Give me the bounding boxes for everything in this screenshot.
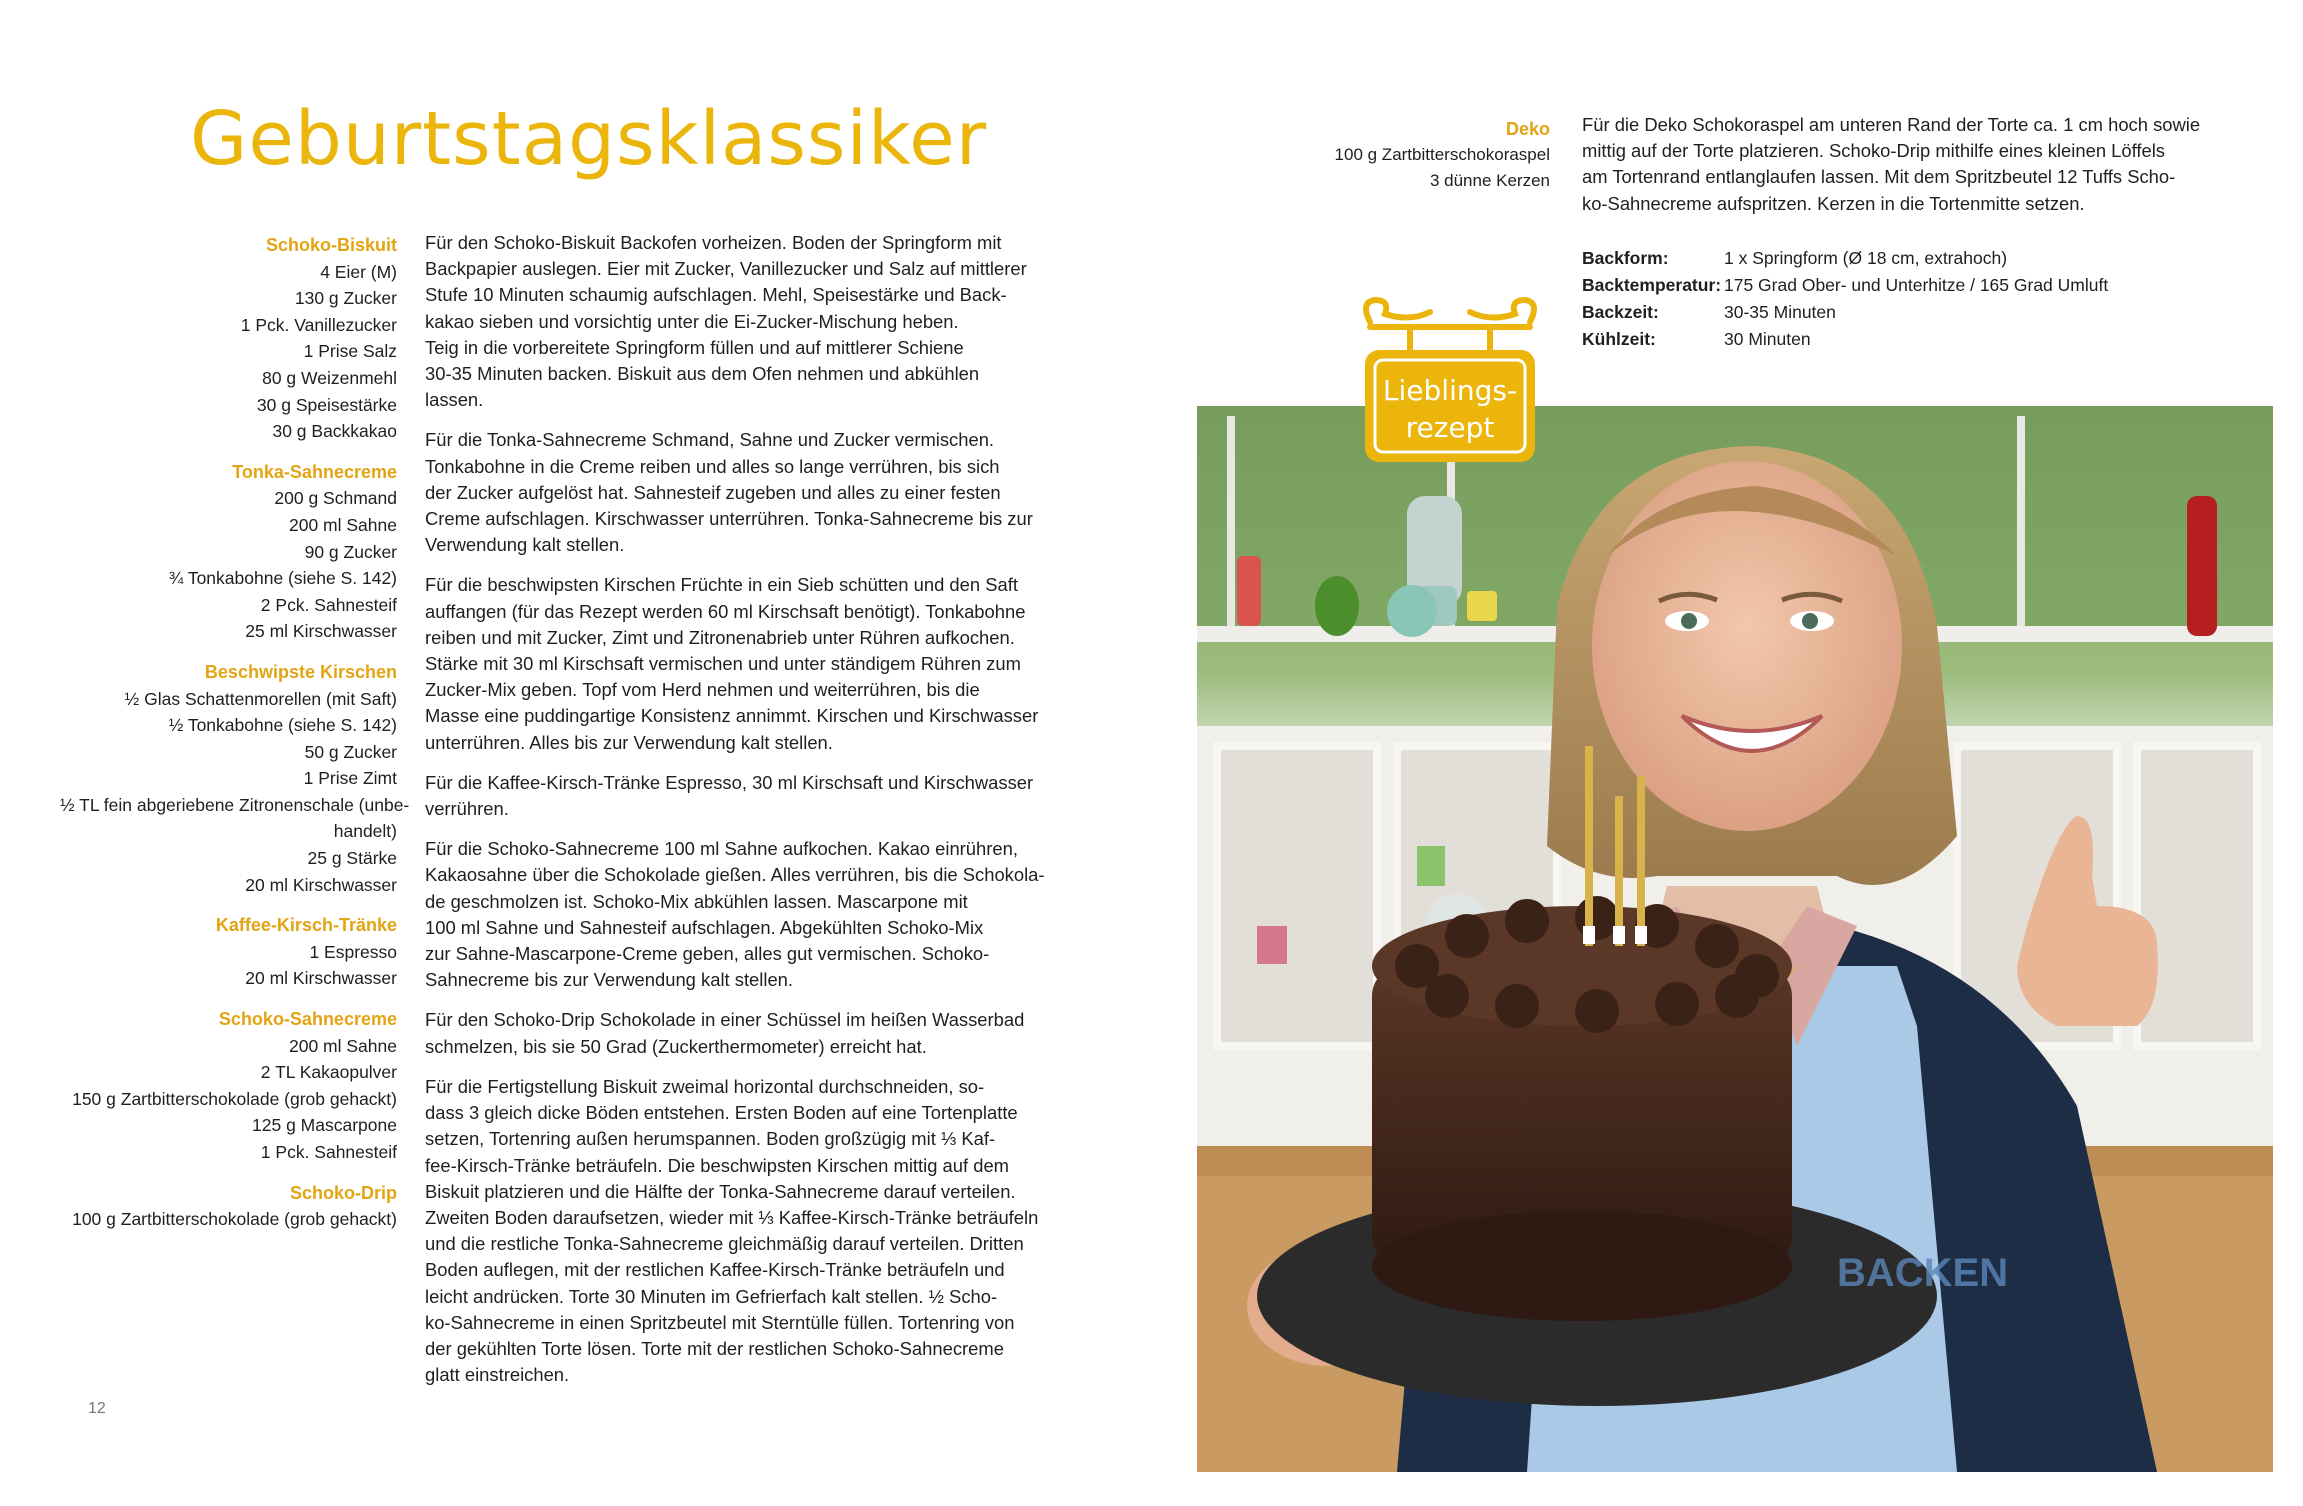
ingredient-item: 1 Prise Zimt xyxy=(303,768,397,789)
ingredient-item: ½ Tonkabohne (siehe S. 142) xyxy=(168,715,397,736)
baking-info-label: Backtemperatur: xyxy=(1582,275,1722,295)
ingredient-item: handelt) xyxy=(333,821,397,842)
ingredient-item: 130 g Zucker xyxy=(294,288,397,309)
ingredient-group-heading: Tonka-Sahnecreme xyxy=(232,461,397,482)
baking-info-value: 30-35 Minuten xyxy=(1724,302,1836,322)
favorite-recipe-badge xyxy=(1350,292,1550,467)
baking-info-label: Kühlzeit: xyxy=(1582,329,1656,349)
badge-hook-icon xyxy=(1366,300,1534,350)
baking-info-row xyxy=(1582,326,2108,353)
ingredient-group-heading: Schoko-Drip xyxy=(289,1182,397,1203)
ingredient-group-schoko-sahnecreme xyxy=(60,1006,397,1166)
baking-info-table xyxy=(1582,245,2108,353)
instruction-paragraph: Für die Schoko-Sahnecreme 100 ml Sahne aufkochen. Kakao einrühren, Kakaosahne über die Schokolade gießen. Alles verrühren, bis die Schokola- de geschmolzen ist. Schoko-Mix abkühlen lassen. Mascarpone mit 100 ml Sahne und Sahnesteif aufschlagen. Abgekühlten Schoko-Mix zur Sahne-Mascarpone-Creme geben, alles gut vermischen. Schoko- Sahnecreme bis zur Verwendung kalt stellen. xyxy=(425,838,1045,991)
ingredient-item: 200 ml Sahne xyxy=(289,514,397,535)
ingredient-item: 1 Pck. Vanillezucker xyxy=(240,314,397,335)
ingredient-group-beschwipste-kirschen xyxy=(60,659,410,898)
ingredient-item: 50 g Zucker xyxy=(304,741,397,762)
ingredient-item: 3 dünne Kerzen xyxy=(1429,171,1550,190)
deko-heading: Deko xyxy=(1505,119,1550,139)
ingredient-group-kaffee-kirsch-traenke xyxy=(60,912,397,992)
ingredient-item: 20 ml Kirschwasser xyxy=(245,874,397,895)
page-title: Geburtstagsklassiker xyxy=(190,96,988,182)
instructions xyxy=(425,230,1053,1402)
baking-info-label: Backform: xyxy=(1582,248,1669,268)
ingredient-group-heading: Schoko-Biskuit xyxy=(265,235,397,255)
instruction-paragraph: Für die beschwipsten Kirschen Früchte in ein Sieb schütten und den Saft auffangen (für das Rezept werden 60 ml Kirschsaft benötigt). Tonkabohne reiben und mit Zucker, Zimt und Zitronenabrieb unter Rühren aufkochen. Stärke mit 30 ml Kirschsaft vermischen und unter ständigem Rühren zum Zucker-Mix geben. Topf vom Herd nehmen und weiterrühren, bis die Masse eine puddingartige Konsistenz annimmt. Kirschen und Kirschwasser unterrühren. Alles bis zur Verwendung kalt stellen. xyxy=(425,574,1039,753)
instruction-paragraph: Für die Fertigstellung Biskuit zweimal horizontal durchschneiden, so- dass 3 gleich dicke Böden entstehen. Ersten Boden auf eine Tortenplatte setzen, Tortenring außen herumspannen. Boden großzügig mit ⅓ Kaf- fee-Kirsch-Tränke beträufeln. Die beschwipsten Kirschen mittig auf dem Biskuit platzieren und die Hälfte der Tonka-Sahnecreme darauf verteilen. Zweiten Boden daraufsetzen, wieder mit ⅓ Kaffee-Kirsch-Tränke beträufeln und die restliche Tonka-Sahnecreme gleichmäßig darauf verteilen. Dritten Boden auflegen, mit der restlichen Kaffee-Kirsch-Tränke beträufeln und leicht andrücken. Torte 30 Minuten im Gefrierfach kalt stellen. ½ Scho- ko-Sahnecreme in einen Spritzbeutel mit Sterntülle füllen. Tortenring von der gekühlten Torte lösen. Torte mit der restlichen Schoko-Sahnecreme glatt einstreichen. xyxy=(425,1075,1039,1386)
ingredient-item: 2 Pck. Sahnesteif xyxy=(260,594,397,615)
instruction-paragraph: Für den Schoko-Drip Schokolade in einer Schüssel im heißen Wasserbad schmelzen, bis sie 50 Grad (Zuckerthermometer) erreicht hat. xyxy=(425,1009,1025,1057)
ingredient-item: 4 Eier (M) xyxy=(320,261,397,282)
ingredient-item: 20 ml Kirschwasser xyxy=(245,968,397,989)
ingredient-group-heading: Beschwipste Kirschen xyxy=(204,661,397,682)
baking-info-value: 30 Minuten xyxy=(1724,329,1811,349)
badge-line-2: rezept xyxy=(1405,411,1495,444)
ingredient-group-schoko-biskuit xyxy=(60,232,397,445)
baking-info-row xyxy=(1582,299,2108,326)
ingredient-item: 1 Pck. Sahnesteif xyxy=(260,1142,397,1162)
ingredient-item: 150 g Zartbitterschokolade (grob gehackt) xyxy=(72,1088,397,1109)
ingredient-group-heading: Schoko-Sahnecreme xyxy=(218,1009,397,1030)
cake-photo xyxy=(1197,406,2273,1472)
svg-text:BACKEN: BACKEN xyxy=(1837,1251,2009,1295)
instruction-paragraph: Für die Tonka-Sahnecreme Schmand, Sahne und Zucker vermischen. Tonkabohne in die Creme reiben und alles so lange verrühren, bis sich der Zucker aufgelöst hat. Sahnesteif zugeben und alles zu einer festen Creme aufschlagen. Kirschwasser unterrühren. Tonka-Sahnecreme bis zur Verwendung kalt stellen. xyxy=(425,429,1033,556)
ingredient-item: 100 g Zartbitterschokolade (grob gehackt) xyxy=(72,1209,397,1230)
ingredient-item: 25 ml Kirschwasser xyxy=(245,621,397,642)
baking-info-row xyxy=(1582,245,2108,272)
baking-info-value: 1 x Springform (Ø 18 cm, extrahoch) xyxy=(1724,248,2008,268)
ingredient-item: 90 g Zucker xyxy=(304,541,397,562)
instruction-paragraph: Für den Schoko-Biskuit Backofen vorheizen. Boden der Springform mit Backpapier auslegen. Eier mit Zucker, Vanillezucker und Salz auf mittlerer Stufe 10 Minuten schaumig aufschlagen. Mehl, Speisestärke und Back- kakao sieben und vorsichtig unter die Ei-Zucker-Mischung heben. Teig in die vorbereitete Springform füllen und auf mittlerer Schiene 30-35 Minuten backen. Biskuit aus dem Ofen nehmen und abkühlen lassen. xyxy=(425,232,1027,411)
ingredient-item: 1 Prise Salz xyxy=(303,341,397,362)
ingredient-item: ½ Glas Schattenmorellen (mit Saft) xyxy=(124,688,397,709)
ingredient-item: 200 g Schmand xyxy=(274,488,397,509)
ingredient-group-tonka-sahnecreme xyxy=(60,459,397,645)
deko-ingredient-list xyxy=(1330,116,1550,194)
instruction-paragraph: Für die Kaffee-Kirsch-Tränke Espresso, 30 ml Kirschsaft und Kirschwasser verrühren. xyxy=(425,771,1034,820)
ingredient-item: 30 g Backkakao xyxy=(272,421,397,442)
baking-info-value: 175 Grad Ober- und Unterhitze / 165 Grad Umluft xyxy=(1724,275,2109,295)
ingredient-item: 100 g Zartbitterschokoraspel xyxy=(1334,145,1550,164)
ingredient-group-heading: Kaffee-Kirsch-Tränke xyxy=(215,915,397,936)
badge-line-1: Lieblings- xyxy=(1382,374,1518,407)
ingredient-item: 2 TL Kakaopulver xyxy=(260,1062,397,1083)
page-number: 12 xyxy=(88,1400,106,1417)
deko-instructions: Für die Deko Schokoraspel am unteren Rand der Torte ca. 1 cm hoch sowie mittig auf der Torte platzieren. Schoko-Drip mithilfe eines kleinen Löffels am Tortenrand entlanglaufen lassen. Mit dem Spritzbeutel 12 Tuffs Scho- ko-Sahnecreme aufspritzen. Kerzen in die Tortenmitte setzen. xyxy=(1582,114,2201,214)
ingredient-group-schoko-drip xyxy=(60,1180,397,1233)
ingredient-item: 200 ml Sahne xyxy=(289,1035,397,1056)
ingredient-item: 80 g Weizenmehl xyxy=(262,367,397,388)
ingredient-item: 125 g Mascarpone xyxy=(252,1115,397,1136)
baking-info-label: Backzeit: xyxy=(1582,302,1659,322)
ingredient-list xyxy=(60,232,410,1247)
ingredient-item: 30 g Speisestärke xyxy=(256,394,397,415)
baking-info-row xyxy=(1582,272,2108,299)
ingredient-item: 1 Espresso xyxy=(309,941,397,962)
ingredient-item: ¾ Tonkabohne (siehe S. 142) xyxy=(168,568,397,589)
ingredient-item: 25 g Stärke xyxy=(307,848,397,869)
ingredient-item: ½ TL fein abgeriebene Zitronenschale (unbe- xyxy=(60,794,410,815)
